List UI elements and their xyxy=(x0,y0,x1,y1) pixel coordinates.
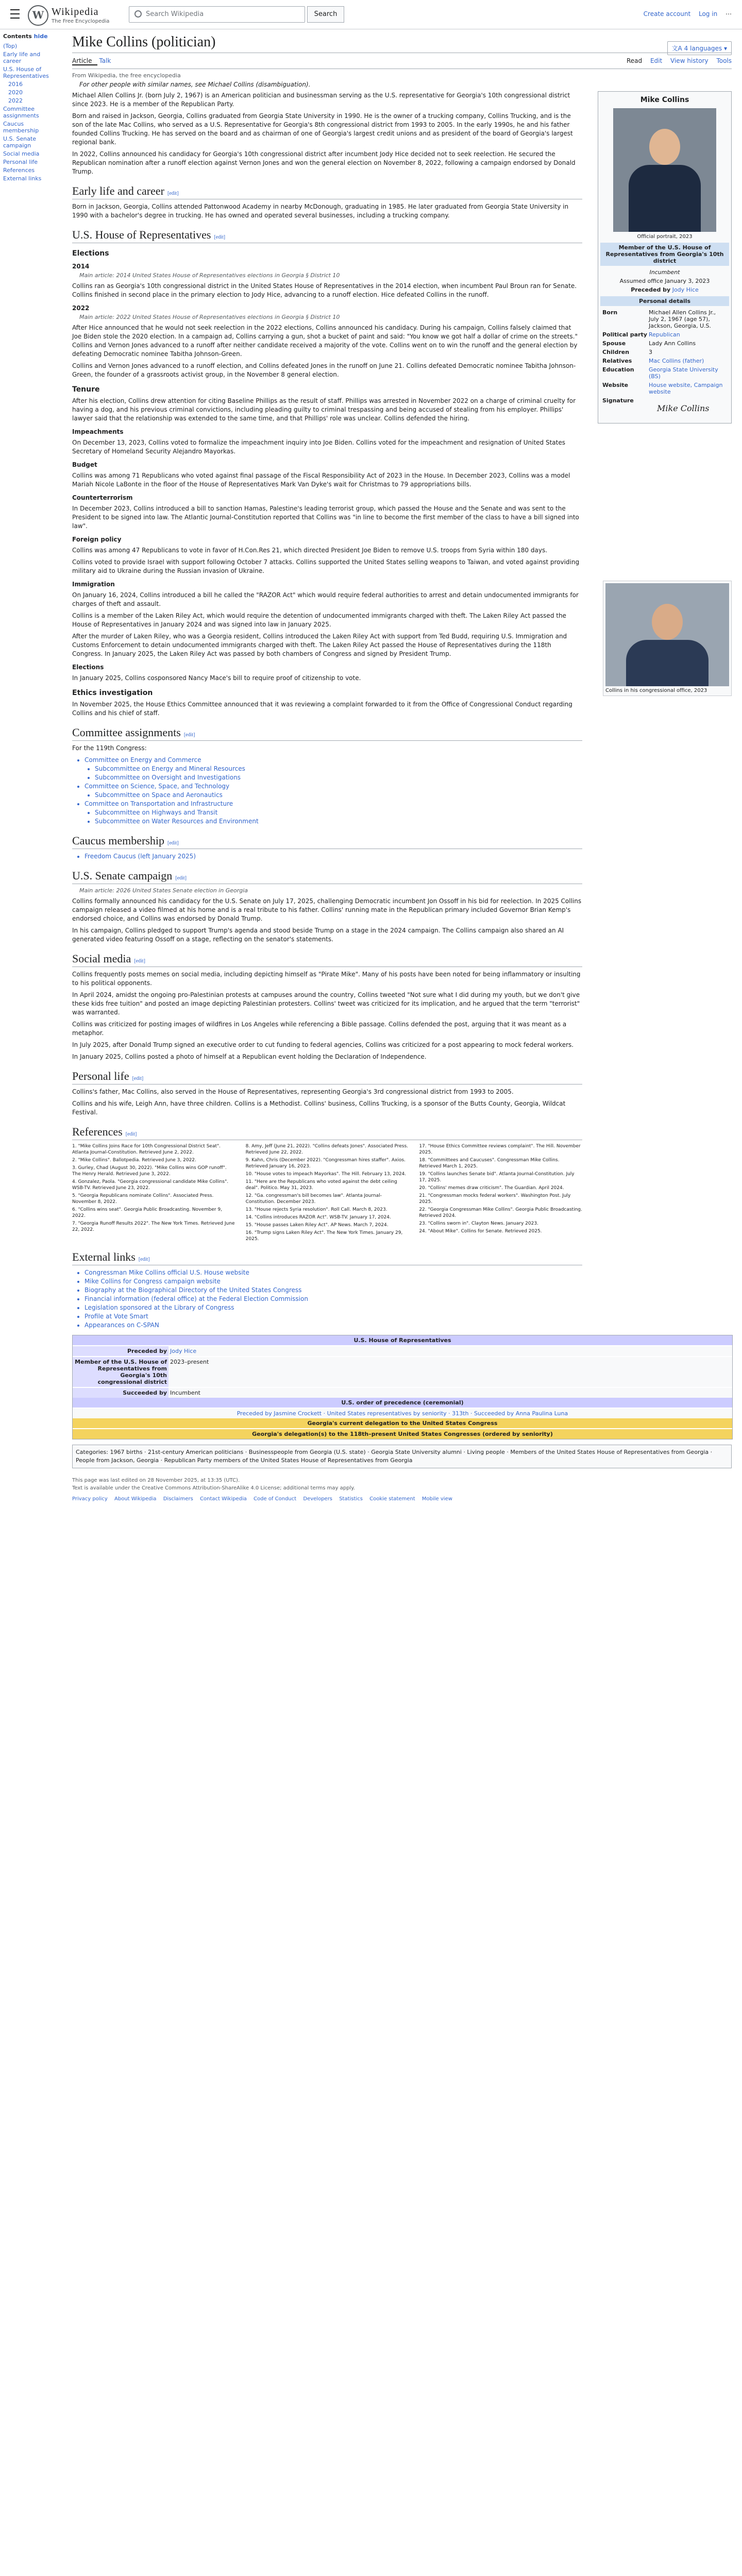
reference-item[interactable]: 11. "Here are the Republicans who voted against the debt ceiling deal". Politico. May 31, 2023. xyxy=(245,1179,397,1191)
subsubsection-heading: 2022 xyxy=(72,304,90,312)
paragraph: Collins and Vernon Jones advanced to a runoff election, and Collins defeated Jones in the runoff on June 21. Collins defeated Democratic nominee Tabitha Johnson-Green, the founder of a grassroots activist group, in the November 8 general election. xyxy=(72,362,576,378)
reference-item[interactable]: 10. "House votes to impeach Mayorkas". The Hill. February 13, 2024. xyxy=(245,1172,407,1177)
list-item[interactable]: • Freedom Caucus (left January 2025) xyxy=(85,852,582,861)
reference-item[interactable]: 19. "Collins launches Senate bid". Atlanta Journal-Constitution. July 17, 2025. xyxy=(419,1172,575,1183)
edit-link[interactable]: [edit] xyxy=(175,875,187,881)
edit-link[interactable]: [edit] xyxy=(138,1257,150,1262)
user-links xyxy=(637,10,732,18)
reference-item[interactable]: 5. "Georgia Republicans nominate Collins". Associated Press. November 8, 2022. xyxy=(72,1193,214,1205)
intro-paragraph: In 2022, Collins announced his candidacy for Georgia's 10th congressional district after incumbent Jody Hice decided not to seek reelection. He secured the Republican nomination after a runoff election against Vernon Jones and won the general election on November 8, 2022, following a campaign endorsed by Donald Trump. xyxy=(72,150,576,175)
paragraph: In January 2025, Collins cosponsored Nancy Mace's bill to require proof of citizenship to vote. xyxy=(72,674,361,682)
page-tabs xyxy=(72,53,732,69)
office-band[interactable]: Member of the U.S. House of Representatives from Georgia's 10th district xyxy=(600,243,729,266)
navbox-row: Succeeded by Incumbent xyxy=(73,1387,732,1398)
section-heading: U.S. Senate campaign [edit] xyxy=(72,869,582,884)
reference-item[interactable]: 20. "Collins' memes draw criticism". The Guardian. April 2024. xyxy=(419,1185,564,1191)
more-options-icon[interactable]: ⋯ xyxy=(726,10,732,18)
paragraph: In April 2024, amidst the ongoing pro-Palestinian protests at campuses around the country, Collins tweeted "Not sure what I did during my youth, but we don't give these kids free tuition" and posted an image depicting Palestinian protesters. Collins' tweet was criticized for its implication, and he argued that the term "terrorist" was warranted. xyxy=(72,991,580,1016)
footer-link[interactable]: About Wikipedia xyxy=(114,1496,157,1502)
page-title: Mike Collins (politician) xyxy=(72,34,732,53)
section-heading: References [edit] xyxy=(72,1125,582,1140)
section-heading: Committee assignments [edit] xyxy=(72,726,582,741)
external-link[interactable]: • Appearances on C-SPAN xyxy=(85,1321,582,1330)
portrait-caption: Official portrait, 2023 xyxy=(637,234,693,240)
paragraph: Collins voted to provide Israel with support following October 7 attacks. Collins supported the United States selling weapons to Taiwan, and voted against providing military aid to Ukraine during the Russian invasion of Ukraine. xyxy=(72,558,580,574)
paragraph: On December 13, 2023, Collins voted to formalize the impeachment inquiry into Joe Biden. Collins voted for the impeachment and resignation of United States Secretary of Homeland Security Alejandro Mayorkas. xyxy=(72,439,565,455)
paragraph: In November 2025, the House Ethics Committee announced that it was reviewing a complaint forwarded to it from the Office of Congressional Conduct regarding Collins and his chief of staff. xyxy=(72,701,572,717)
list-item[interactable]: • Committee on Science, Space, and Technology xyxy=(85,782,582,791)
reference-item[interactable]: 23. "Collins sworn in". Clayton News. January 2023. xyxy=(419,1221,538,1226)
section-heading: External links [edit] xyxy=(72,1250,582,1265)
reference-item[interactable]: 22. "Georgia Congressman Mike Collins". Georgia Public Broadcasting. Retrieved 2024. xyxy=(419,1207,582,1218)
log-in-link[interactable]: Log in xyxy=(698,10,718,18)
toc-item[interactable]: External links xyxy=(3,175,42,182)
edit-link[interactable]: [edit] xyxy=(125,1131,137,1137)
external-link[interactable]: • Profile at Vote Smart xyxy=(85,1312,582,1321)
signature-text: Mike Collins xyxy=(657,403,710,413)
figure-caption: Collins in his congressional office, 2023 xyxy=(605,688,707,693)
from-line: From Wikipedia, the free encyclopedia xyxy=(72,72,181,79)
preceded-link[interactable]: Jody Hice xyxy=(672,286,699,293)
list-item[interactable]: • Subcommittee on Space and Aeronautics xyxy=(95,791,582,800)
footer-link[interactable]: Privacy policy xyxy=(72,1496,108,1502)
reference-item[interactable]: 2. "Mike Collins". Ballotpedia. Retrieved June 3, 2022. xyxy=(72,1158,196,1163)
infobox-row: Children 3 xyxy=(602,349,652,355)
list-item[interactable]: • Committee on Energy and Commerce xyxy=(85,756,582,765)
toc-item[interactable]: 2016 xyxy=(8,81,23,88)
footer-links xyxy=(72,1495,732,1503)
tab-view-history[interactable]: View history xyxy=(670,57,709,64)
reference-item[interactable]: 6. "Collins wins seat". Georgia Public Broadcasting. November 9, 2022. xyxy=(72,1207,223,1218)
search-placeholder: Search Wikipedia xyxy=(146,10,204,18)
search-button[interactable]: Search xyxy=(307,6,344,23)
portrait-body xyxy=(629,165,701,232)
assumed-office: Assumed office January 3, 2023 xyxy=(619,278,710,284)
footer-link[interactable]: Mobile view xyxy=(421,1496,452,1502)
infobox-row: Political party Republican xyxy=(602,331,680,338)
paragraph: After his election, Collins drew attention for citing Baseline Phillips as the result of staff. Phillips was arrested in November 2022 on a charge of criminal cruelty for having a dog, and his previous criminal convictions, including pleading guilty to criminal trespassing and being accused of stealing from his employer. Phillips' lawyer said that the relationship was extended to the same time, and that Phillips' role was unclear. Collins defended the hiring. xyxy=(72,397,576,422)
list-item[interactable]: • Subcommittee on Water Resources and Environment xyxy=(95,817,582,826)
navbox-title[interactable]: U.S. House of Representatives xyxy=(73,1335,732,1345)
create-account-link[interactable]: Create account xyxy=(643,10,691,18)
site-name[interactable]: Wikipedia xyxy=(52,6,99,18)
external-link[interactable]: • Mike Collins for Congress campaign website xyxy=(85,1277,582,1286)
edit-link[interactable]: [edit] xyxy=(183,732,195,738)
reference-item[interactable]: 18. "Committees and Caucuses". Congressman Mike Collins. Retrieved March 1, 2025. xyxy=(419,1158,560,1169)
reference-item[interactable]: 15. "House passes Laken Riley Act". AP News. March 7, 2024. xyxy=(245,1223,389,1228)
main-menu-icon[interactable] xyxy=(10,9,20,19)
toc-item[interactable]: U.S. Senate campaign xyxy=(3,135,37,149)
footer-link[interactable]: Developers xyxy=(303,1496,333,1502)
toc-item[interactable]: (Top) xyxy=(3,43,18,49)
last-edited: This page was last edited on 28 November 2025, at 13:35 (UTC). xyxy=(72,1478,240,1483)
tab-read[interactable]: Read xyxy=(626,57,643,64)
site-header xyxy=(0,0,742,29)
reference-item[interactable]: 14. "Collins introduces RAZOR Act". WSB-TV. January 17, 2024. xyxy=(245,1215,391,1220)
reference-item[interactable]: 16. "Trump signs Laken Riley Act". The New York Times. January 29, 2025. xyxy=(245,1230,403,1242)
paragraph: Born in Jackson, Georgia, Collins attended Pattonwood Academy in nearby McDonough, graduating in 1985. He later graduated from Georgia State University in 1990 with a bachelor's degree in trucking. He has owned and operated several businesses, including a trucking company. xyxy=(72,203,569,219)
external-link[interactable]: • Financial information (federal office) at the Federal Election Commission xyxy=(85,1295,582,1303)
toc-item[interactable]: 2020 xyxy=(8,89,23,96)
infobox-row xyxy=(600,396,729,421)
reference-item[interactable]: 13. "House rejects Syria resolution". Roll Call. March 8, 2023. xyxy=(245,1207,387,1212)
paragraph: After the murder of Laken Riley, who was a Georgia resident, Collins introduced the Laken Riley Act with support from Ted Budd, requiring U.S. Immigration and Customs Enforcement to detain undocumented immigrants charged with theft. The Laken Riley Act passed the House of Representatives during the 118th Congress. In January 2025, the Laken Riley Act was passed by both chambers of Congress and signed by President Trump. xyxy=(72,633,567,657)
paragraph: Collins ran as Georgia's 10th congressional district in the United States House of Representatives in the 2014 election, when incumbent Paul Broun ran for Senate. Collins finished in second place in the primary election to Jody Hice, advancing to a runoff election. Hice defeated Collins in the runoff. xyxy=(72,282,577,298)
infobox-row: Born Michael Allen Collins Jr., July 2, 1967 (age 57), Jackson, Georgia, U.S. xyxy=(602,309,716,329)
toc-item[interactable]: Committee assignments xyxy=(3,106,39,119)
toc-item[interactable]: Social media xyxy=(3,150,40,157)
toc-hide-button[interactable]: hide xyxy=(33,33,48,40)
main-article-note[interactable]: Main article: 2014 United States House of Representatives elections in Georgia § District 10 xyxy=(79,272,340,279)
footer-link[interactable]: Disclaimers xyxy=(163,1496,193,1502)
infobox-row: Website House website, Campaign website xyxy=(602,382,723,395)
tab-talk[interactable]: Talk xyxy=(99,57,111,64)
toc-title: Contents hide xyxy=(3,33,48,40)
paragraph: For the 119th Congress: xyxy=(72,744,147,752)
tab-tools[interactable]: Tools xyxy=(716,57,732,64)
toc-item[interactable]: Early life and career xyxy=(3,51,41,64)
precedence-title: U.S. order of precedence (ceremonial) xyxy=(73,1398,732,1408)
list-item[interactable]: • Subcommittee on Highways and Transit xyxy=(95,808,582,817)
subsubsection-heading: 2014 xyxy=(72,263,90,270)
reference-item[interactable]: 24. "About Mike". Collins for Senate. Retrieved 2025. xyxy=(419,1229,542,1234)
paragraph: Collins was criticized for posting images of wildfires in Los Angeles while referencing a Bible passage. Collins defended the post, arguing that it was meant as a metaphor. xyxy=(72,1021,567,1037)
signature-label: Signature xyxy=(602,397,634,404)
figure-image[interactable] xyxy=(605,583,729,686)
license-text: Text is available under the Creative Commons Attribution-ShareAlike 4.0 License; additional terms may apply. xyxy=(72,1485,355,1491)
external-link[interactable]: • Biography at the Biographical Directory of the United States Congress xyxy=(85,1286,582,1295)
subsubsection-heading: Immigration xyxy=(72,581,115,588)
caucus-list xyxy=(72,852,582,861)
succession-navbox xyxy=(72,1335,733,1439)
intro-paragraph: Michael Allen Collins Jr. (born July 2, 1967) is an American politician and businessman serving as the U.S. representative for Georgia's 10th congressional district since 2023. He is a member of the Republican Party. xyxy=(72,92,570,108)
categories-box[interactable]: Categories: 1967 births · 21st-century American politicians · Businesspeople from Georgia (U.S. state) · Georgia State University alumni · Living people · Members of the United States House of Representatives from Georgia · People from Jackson, Georgia · Republican Party members of the United States House of Representatives from Georgia xyxy=(72,1445,732,1468)
section-heading: Personal life [edit] xyxy=(72,1070,582,1084)
committee-list xyxy=(72,756,582,826)
paragraph: In his campaign, Collins pledged to support Trump's agenda and stood beside Trump on a stage in the 2024 campaign. The Collins campaign also shared an AI generated video featuring Ossoff on a stage, reflecting on the senator's statements. xyxy=(72,927,564,943)
tab-article[interactable]: Article xyxy=(72,53,97,65)
language-count: 4 languages xyxy=(684,45,722,52)
infobox-row: Spouse Lady Ann Collins xyxy=(602,340,696,347)
footer-link[interactable]: Code of Conduct xyxy=(254,1496,297,1502)
paragraph: Collins frequently posts memes on social media, including depicting himself as "Pirate Mike". Many of his posts have been noted for being inflammatory or insulting to his political opponents. xyxy=(72,971,581,987)
external-link[interactable]: • Legislation sponsored at the Library of Congress xyxy=(85,1303,582,1312)
edit-link[interactable]: [edit] xyxy=(214,234,226,240)
edit-link[interactable]: [edit] xyxy=(167,191,179,196)
toc-item[interactable]: Caucus membership xyxy=(3,121,39,134)
signature-image xyxy=(657,399,719,418)
reference-item[interactable]: 3. Gurley, Chad (August 30, 2022). "Mike Collins wins GOP runoff". The Henry Herald. Retrieved June 3, 2022. xyxy=(72,1165,227,1177)
infobox-row: Education Georgia State University (BS) xyxy=(602,366,718,380)
wikipedia-logo[interactable]: W xyxy=(28,5,48,26)
infobox xyxy=(598,91,732,423)
reference-item[interactable]: 12. "Ga. congressman's bill becomes law". Atlanta Journal-Constitution. December 2023. xyxy=(245,1193,382,1205)
reference-item[interactable]: 1. "Mike Collins Joins Race for 10th Congressional District Seat". Atlanta Journal-Constitution. Retrieved June 2, 2022. xyxy=(72,1144,221,1155)
section-heading: Early life and career [edit] xyxy=(72,184,582,199)
subsection-heading: Ethics investigation xyxy=(72,689,153,697)
intro-paragraph: Born and raised in Jackson, Georgia, Collins graduated from Georgia State University in 1990. He is the owner of a trucking company, Collins Trucking, and is the son of the late Mac Collins, who served as a U.S. Representative for Georgia's 8th congressional district from 1993 to 2005. In the early 1990s, he and his father founded Collins Trucking. He has served on the board and as chairman of one of Georgia's largest credit unions and as president of the board of Georgia's largest regional bank. xyxy=(72,112,573,146)
infobox-title: Mike Collins xyxy=(640,96,689,104)
portrait-head xyxy=(649,129,680,165)
site-tagline: The Free Encyclopedia xyxy=(52,19,110,24)
paragraph: In July 2025, after Donald Trump signed an executive order to cut funding to federal agencies, Collins was criticized for a post appearing to mock federal workers. xyxy=(72,1041,574,1048)
references-list xyxy=(72,1143,582,1242)
edit-link[interactable]: [edit] xyxy=(167,840,179,846)
reference-item[interactable]: 9. Kahn, Chris (December 2022). "Congressman hires staffer". Axios. Retrieved January 16, 2023. xyxy=(245,1158,406,1169)
infobox-row: Relatives Mac Collins (father) xyxy=(602,358,704,364)
paragraph: On January 16, 2024, Collins introduced a bill he called the "RAZOR Act" which would require federal authorities to arrest and detain undocumented immigrants for charges of theft and assault. xyxy=(72,591,579,607)
subsubsection-heading: Elections xyxy=(72,664,104,671)
list-item[interactable]: • Committee on Transportation and Infrastructure xyxy=(85,800,582,808)
search-icon xyxy=(134,10,142,18)
reference-item[interactable]: 21. "Congressman mocks federal workers". Washington Post. July 2025. xyxy=(419,1193,571,1205)
subsubsection-heading: Foreign policy xyxy=(72,536,122,543)
edit-link[interactable]: [edit] xyxy=(134,958,145,964)
tab-edit[interactable]: Edit xyxy=(650,57,663,64)
paragraph: Collins was among 47 Republicans to vote in favor of H.Con.Res 21, which directed President Joe Biden to remove U.S. troops from Syria within 180 days. xyxy=(72,547,548,554)
reference-item[interactable]: 4. Gonzalez, Paola. "Georgia congressional candidate Mike Collins". WSB-TV. Retrieved June 23, 2022. xyxy=(72,1179,229,1191)
reference-item[interactable]: 8. Amy, Jeff (June 21, 2022). "Collins defeats Jones". Associated Press. Retrieved June 22, 2022. xyxy=(245,1144,408,1155)
section-heading: Social media [edit] xyxy=(72,952,582,967)
section-heading: Caucus membership [edit] xyxy=(72,834,582,849)
language-icon: 文A xyxy=(671,45,684,52)
subsubsection-heading: Counterterrorism xyxy=(72,494,133,501)
incumbent-label: Incumbent xyxy=(649,269,680,276)
toc-item[interactable]: Personal life xyxy=(3,159,38,165)
paragraph: Collins and his wife, Leigh Ann, have three children. Collins is a Methodist. Collins' business, Collins Trucking, is a sponsor of the Butts County, Georgia, Wildcat Festival. xyxy=(72,1100,566,1116)
main-article-note[interactable]: Main article: 2026 United States Senate election in Georgia xyxy=(79,887,248,894)
external-links-list xyxy=(72,1268,582,1330)
navbox-row: Member of the U.S. House of Representatives from Georgia's 10th congressional district 2023–present xyxy=(73,1356,732,1387)
edit-link[interactable]: [edit] xyxy=(132,1076,144,1081)
personal-band: Personal details xyxy=(600,296,729,306)
main-article-note[interactable]: Main article: 2022 United States House of Representatives elections in Georgia § District 10 xyxy=(79,314,340,320)
toc-item[interactable]: References xyxy=(3,167,35,174)
paragraph: Collins's father, Mac Collins, also served in the House of Representatives, representing Georgia's 3rd congressional district from 1993 to 2005. xyxy=(72,1088,514,1095)
language-selector[interactable]: 文A 4 languages ▾ xyxy=(667,41,732,55)
subsection-heading: Elections xyxy=(72,249,109,258)
footer-link[interactable]: Contact Wikipedia xyxy=(200,1496,247,1502)
list-item[interactable]: • Subcommittee on Energy and Mineral Resources xyxy=(95,765,582,773)
main-content xyxy=(72,29,732,1503)
subsubsection-heading: Impeachments xyxy=(72,428,124,435)
list-item[interactable]: • Subcommittee on Oversight and Investigations xyxy=(95,773,582,782)
reference-item[interactable]: 17. "House Ethics Committee reviews complaint". The Hill. November 2025. xyxy=(419,1144,581,1155)
footer-link[interactable]: Cookie statement xyxy=(369,1496,415,1502)
section-heading: U.S. House of Representatives [edit] xyxy=(72,228,582,243)
subsubsection-heading: Budget xyxy=(72,461,97,468)
hatnote: For other people with similar names, see Michael Collins (disambiguation). xyxy=(79,81,311,88)
navbox-row: Preceded by Jasmine Crockett · United States representatives by seniority · 313th · Succeeded by Anna Paulina Luna xyxy=(73,1408,732,1418)
toc-item[interactable]: U.S. House of Representatives xyxy=(3,66,49,79)
figure xyxy=(603,581,732,696)
paragraph: Collins is a member of the Laken Riley Act, which would require the detention of undocumented immigrants charged with theft. The Laken Riley Act passed the House of Representatives in January 2024 and was signed into law in January 2025. xyxy=(72,612,566,628)
toc-item[interactable]: 2022 xyxy=(8,97,23,104)
external-link[interactable]: • Congressman Mike Collins official U.S. House website xyxy=(85,1268,582,1277)
delegation-navbox[interactable]: Georgia's delegation(s) to the 118th–present United States Congresses (ordered by seniority) xyxy=(73,1428,732,1439)
portrait-image[interactable] xyxy=(613,108,716,232)
paragraph: Collins was among 71 Republicans who voted against final passage of the Fiscal Responsibility Act of 2023 in the House. In December 2023, Collins was a model Mariah Nicole LaBonte in the floor of the House of Representatives Mark Van Dyke's wait for Christmas to 79 appropriations bills. xyxy=(72,472,570,488)
subsection-heading: Tenure xyxy=(72,385,100,394)
paragraph: In December 2023, Collins introduced a bill to sanction Hamas, Palestine's leading terrorist group, which passed the House and the Senate and was sent to the President to be signed into law. The Atlantic Journal-Constitution reported that Collins was "in line to become the first member of the class to have a bill signed into law". xyxy=(72,505,579,530)
table-of-contents xyxy=(0,29,62,182)
page-footer xyxy=(72,1477,732,1503)
paragraph: Collins formally announced his candidacy for the U.S. Senate on July 17, 2025, challenging Democratic incumbent Jon Ossoff in his bid for reelection. In 2025 Collins campaign released a video filmed at his home and is a real tribute to his father. Collins' running mate in the Republican primary included Governor Brian Kemp's endorsed choice, and Collins was endorsed by Donald Trump. xyxy=(72,897,582,922)
search-input[interactable] xyxy=(129,6,305,23)
reference-item[interactable]: 7. "Georgia Runoff Results 2022". The New York Times. Retrieved June 22, 2022. xyxy=(72,1221,235,1232)
delegation-navbox[interactable]: Georgia's current delegation to the United States Congress xyxy=(73,1418,732,1428)
footer-link[interactable]: Statistics xyxy=(339,1496,363,1502)
article-body xyxy=(72,91,732,1503)
navbox-row: Preceded by Jody Hice xyxy=(73,1345,732,1356)
preceded-by: Preceded by Jody Hice xyxy=(631,286,699,293)
paragraph: In January 2025, Collins posted a photo of himself at a Republican event holding the Declaration of Independence. xyxy=(72,1053,427,1060)
paragraph: After Hice announced that he would not seek reelection in the 2022 elections, Collins announced his candidacy. During his campaign, Collins falsely claimed that Joe Biden stole the 2020 election. In a campaign ad, Collins carrying a gun, shot a bucket of paint and said: "You know we got half a dollar of crime on the streets." Collins and Vernon Jones advanced to a runoff after neither candidate received a majority of the vote. Collins went on to win the runoff and the general election by defeating Democratic nominee Tabitha Johnson-Green. xyxy=(72,324,578,358)
